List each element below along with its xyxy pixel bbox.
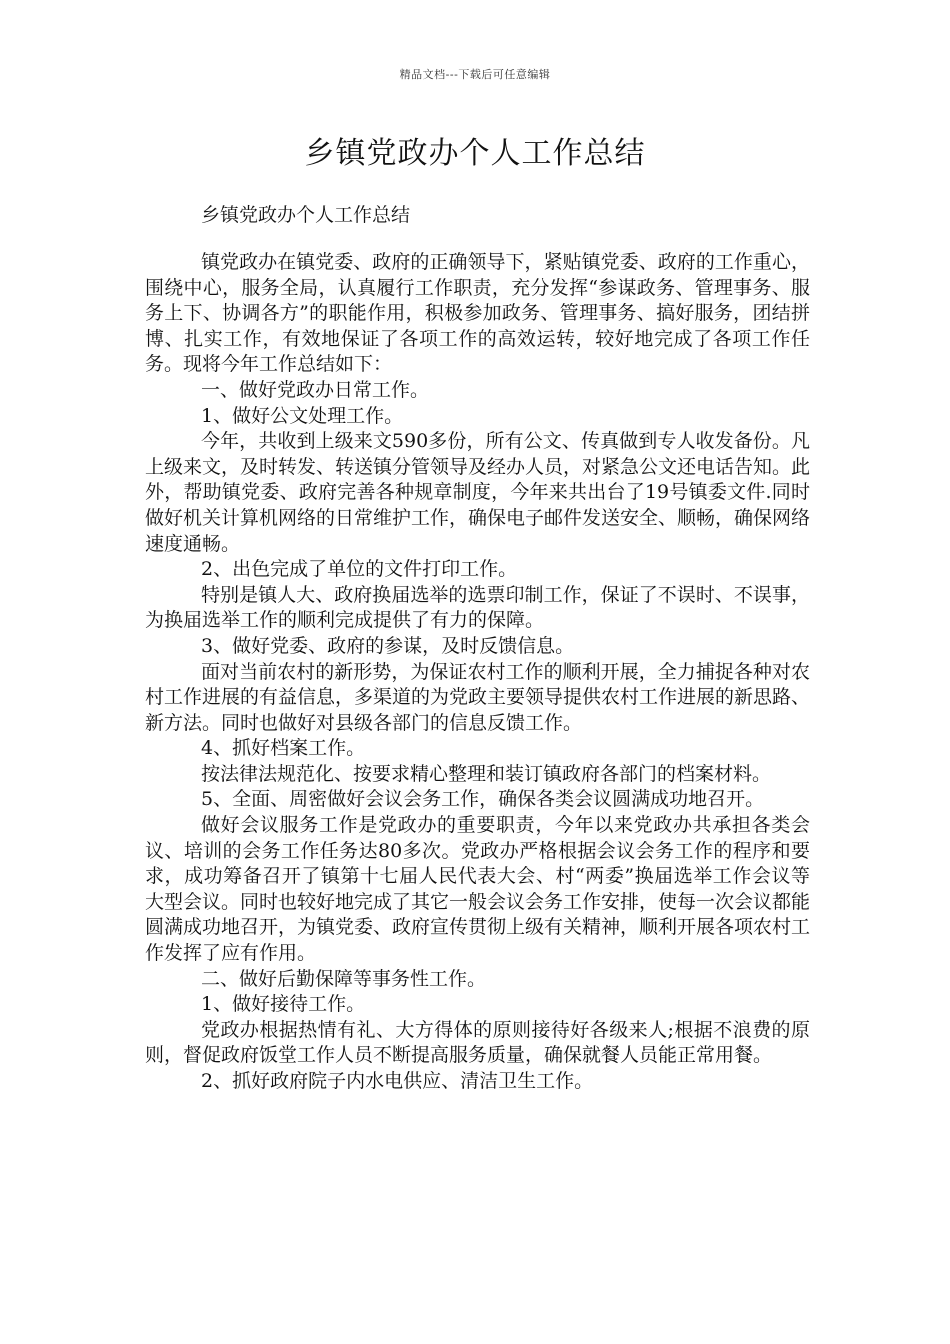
item-heading: 2、出色完成了单位的文件打印工作。: [201, 558, 518, 581]
paragraph: 今年，共收到上级来文590多份，所有公文、传真做到专人收发备份。凡上级来文，及时转发、转送镇分管领导及经办人员，对紧急公文还电话告知。此外，帮助镇党委、政府完善各种规章制度，今年来共出台了19号镇委文件.同时做好机关计算机网络的日常维护工作，确保电子邮件发送安全、顺畅，确保网络速度通畅。: [145, 430, 811, 555]
section-heading: 二、做好后勤保障等事务性工作。: [201, 967, 487, 990]
document-body: [145, 250, 810, 1095]
paragraph: 做好会议服务工作是党政办的重要职责，今年以来党政办共承担各类会议、培训的会务工作任务达80多次。党政办严格根据会议会务工作的程序和要求，成功筹备召开了镇第十七届人民代表大会、村“两委”换届选举工作会议等大型会议。同时也较好地完成了其它一般会议会务工作安排，使每一次会议都能圆满成功地召开，为镇党委、政府宣传贯彻上级有关精神，顺利开展各项农村工作发挥了应有作用。: [145, 814, 811, 965]
item-heading: 4、抓好档案工作。: [201, 737, 366, 760]
item-heading: 5、全面、周密做好会议会务工作，确保各类会议圆满成功地召开。: [201, 788, 765, 811]
paragraph: 镇党政办在镇党委、政府的正确领导下，紧贴镇党委、政府的工作重心，围绕中心，服务全局，认真履行工作职责，充分发挥“参谋政务、管理事务、服务上下、协调各方”的职能作用，积极参加政务、管理事务、搞好服务，团结拼博、扎实工作，有效地保证了各项工作的高效运转，较好地完成了各项工作任务。现将今年工作总结如下：: [145, 251, 810, 376]
item-heading: 1、做好接待工作。: [201, 993, 366, 1016]
header-note: 精品文档---下载后可任意编辑: [399, 68, 551, 81]
item-heading: 3、做好党委、政府的参谋，及时反馈信息。: [201, 634, 575, 657]
item-heading: 2、抓好政府院子内水电供应、清洁卫生工作。: [201, 1070, 594, 1092]
paragraph: 特别是镇人大、政府换届选举的选票印制工作，保证了不误时、不误事，为换届选举工作的顺利完成提供了有力的保障。: [145, 583, 810, 632]
paragraph: 党政办根据热情有礼、大方得体的原则接待好各级来人;根据不浪费的原则，督促政府饭堂工作人员不断提高服务质量，确保就餐人员能正常用餐。: [145, 1018, 810, 1067]
document-title: 乡镇党政办个人工作总结: [304, 136, 646, 171]
paragraph: 按法律法规范化、按要求精心整理和装订镇政府各部门的档案材料。: [201, 762, 772, 785]
document-subtitle: 乡镇党政办个人工作总结: [201, 204, 411, 226]
paragraph: 面对当前农村的新形势，为保证农村工作的顺利开展，全力捕捉各种对农村工作进展的有益信息，多渠道的为党政主要领导提供农村工作进展的新思路、新方法。同时也做好对县级各部门的信息反馈工作。: [145, 660, 811, 734]
section-heading: 一、做好党政办日常工作。: [201, 378, 430, 401]
item-heading: 1、做好公文处理工作。: [201, 404, 404, 427]
